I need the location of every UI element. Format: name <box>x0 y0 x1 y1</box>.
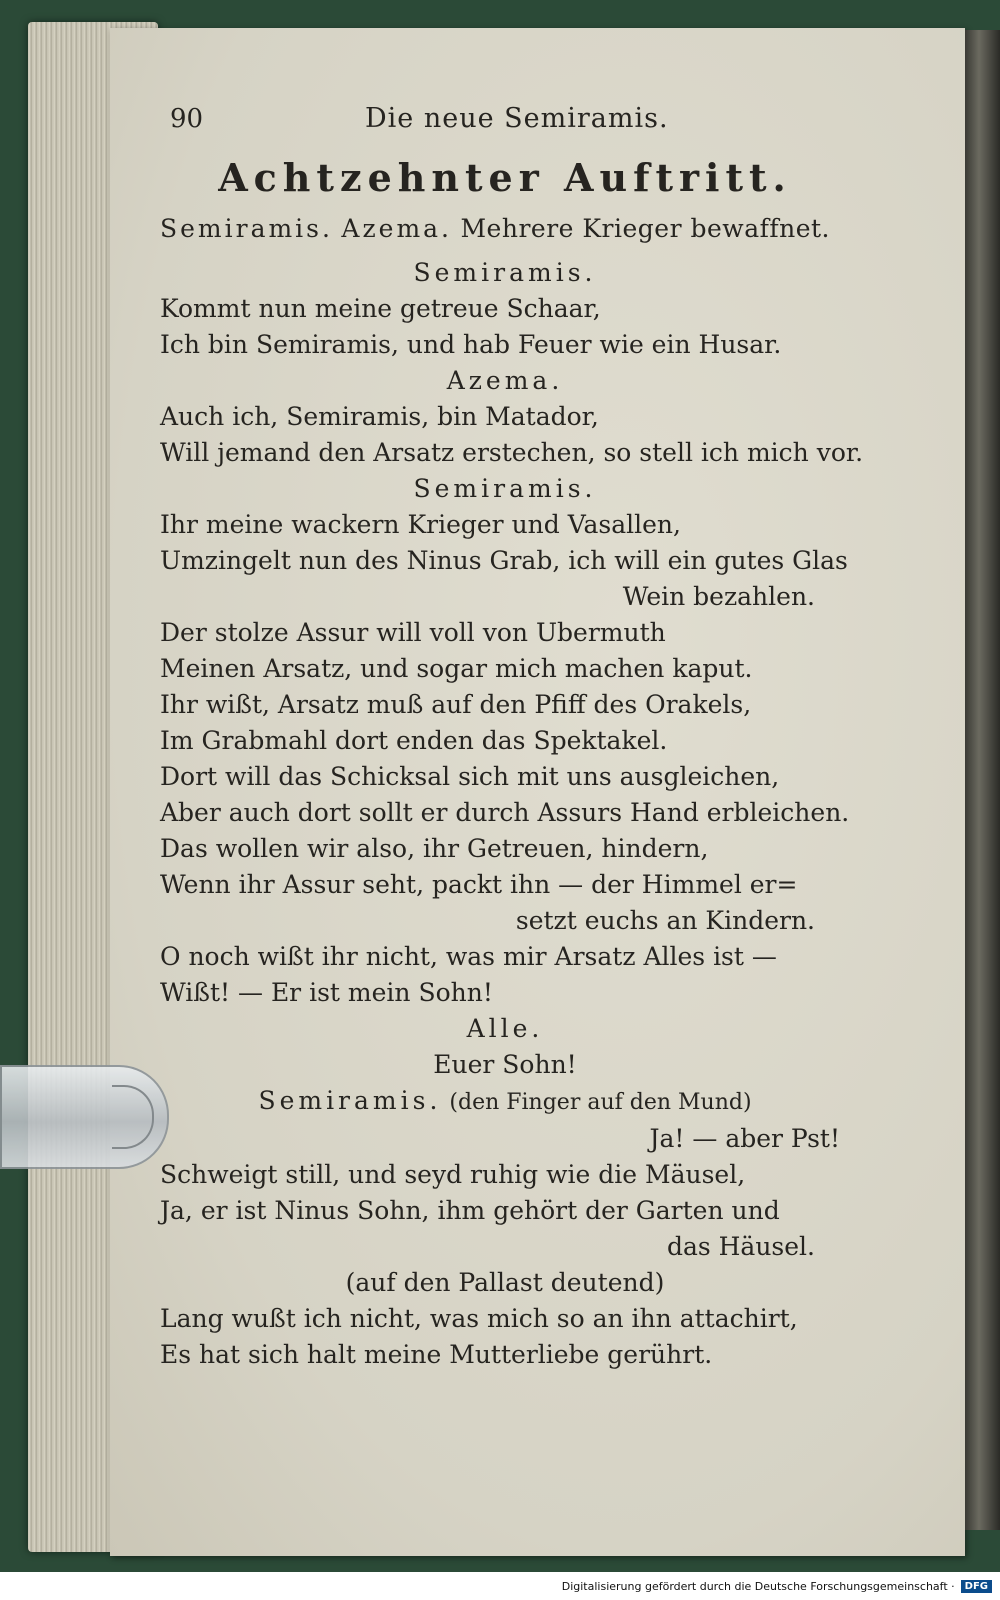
verse-line: Das wollen wir also, ihr Getreuen, hindern, <box>160 834 709 863</box>
verse-line: Will jemand den Arsatz erstechen, so stell ich mich vor. <box>160 438 864 467</box>
clip-curve <box>112 1085 154 1149</box>
speaker-name: Alle. <box>466 1014 544 1043</box>
verse-line: Der stolze Assur will voll von Ubermuth <box>160 618 666 647</box>
verse-line: Im Grabmahl dort enden das Spektakel. <box>160 726 668 755</box>
verse-line: Lang wußt ich nicht, was mich so an ihn attachirt, <box>160 1304 798 1333</box>
page-clip <box>0 1065 169 1169</box>
verse-line: Schweigt still, und seyd ruhig wie die Mäusel, <box>160 1160 746 1189</box>
verse-line: Ihr wißt, Arsatz muß auf den Pfiff des Orakels, <box>160 690 752 719</box>
page-content <box>160 95 864 1373</box>
page-header <box>160 95 850 147</box>
speaker-name: Azema. <box>446 366 564 395</box>
play-text <box>160 255 864 1373</box>
verse-line: Meinen Arsatz, und sogar mich machen kaput. <box>160 654 753 683</box>
verse-line: Dort will das Schicksal sich mit uns ausgleichen, <box>160 762 780 791</box>
verse-line: Aber auch dort sollt er durch Assurs Hand erbleichen. <box>160 798 850 827</box>
cast-semiramis: Semiramis. <box>160 214 333 243</box>
speaker-name: Semiramis. <box>413 258 597 287</box>
page-number: 90 <box>170 104 204 134</box>
verse-continuation: Wein bezahlen. <box>622 582 815 611</box>
verse-line: Auch ich, Semiramis, bin Matador, <box>160 402 599 431</box>
cast-list <box>160 211 850 247</box>
page-binding-shadow <box>965 30 1000 1530</box>
centered-line: Euer Sohn! <box>433 1050 577 1079</box>
dfg-logo: DFG <box>961 1580 992 1593</box>
verse-continuation: das Häusel. <box>666 1232 815 1261</box>
centered-line: (auf den Pallast deutend) <box>345 1268 665 1297</box>
digitization-footer <box>0 1572 1000 1600</box>
verse-line: Wenn ihr Assur seht, packt ihn — der Himmel er= <box>160 870 798 899</box>
verse-line: Ja, er ist Ninus Sohn, ihm gehört der Garten und <box>160 1196 780 1225</box>
verse-line: O noch wißt ihr nicht, was mir Arsatz Alles ist — <box>160 942 777 971</box>
speaker-with-direction <box>160 1083 850 1121</box>
cast-azema: Azema. <box>341 214 452 243</box>
verse-line: Wißt! — Er ist mein Sohn! <box>160 978 493 1007</box>
speaker-name: Semiramis. <box>413 474 597 503</box>
right-aligned-line: Ja! — aber Pst! <box>649 1124 840 1153</box>
verse-line: Es hat sich halt meine Mutterliebe gerührt. <box>160 1340 713 1369</box>
running-title: Die neue Semiramis. <box>365 103 669 134</box>
scene-title: Achtzehnter Auftritt. <box>218 155 792 200</box>
verse-line: Kommt nun meine getreue Schaar, <box>160 294 601 323</box>
verse-line: Ihr meine wackern Krieger und Vasallen, <box>160 510 681 539</box>
verse-continuation: setzt euchs an Kindern. <box>515 906 815 935</box>
cast-warriors: Mehrere Krieger bewaffnet. <box>460 214 830 243</box>
footer-credit: Digitalisierung gefördert durch die Deutsche Forschungsgemeinschaft · <box>561 1579 955 1593</box>
speaker-name: Semiramis. <box>258 1086 442 1115</box>
stage-direction: (den Finger auf den Mund) <box>449 1090 752 1115</box>
verse-line: Umzingelt nun des Ninus Grab, ich will ein gutes Glas <box>160 546 848 575</box>
verse-line: Ich bin Semiramis, und hab Feuer wie ein Husar. <box>160 330 782 359</box>
